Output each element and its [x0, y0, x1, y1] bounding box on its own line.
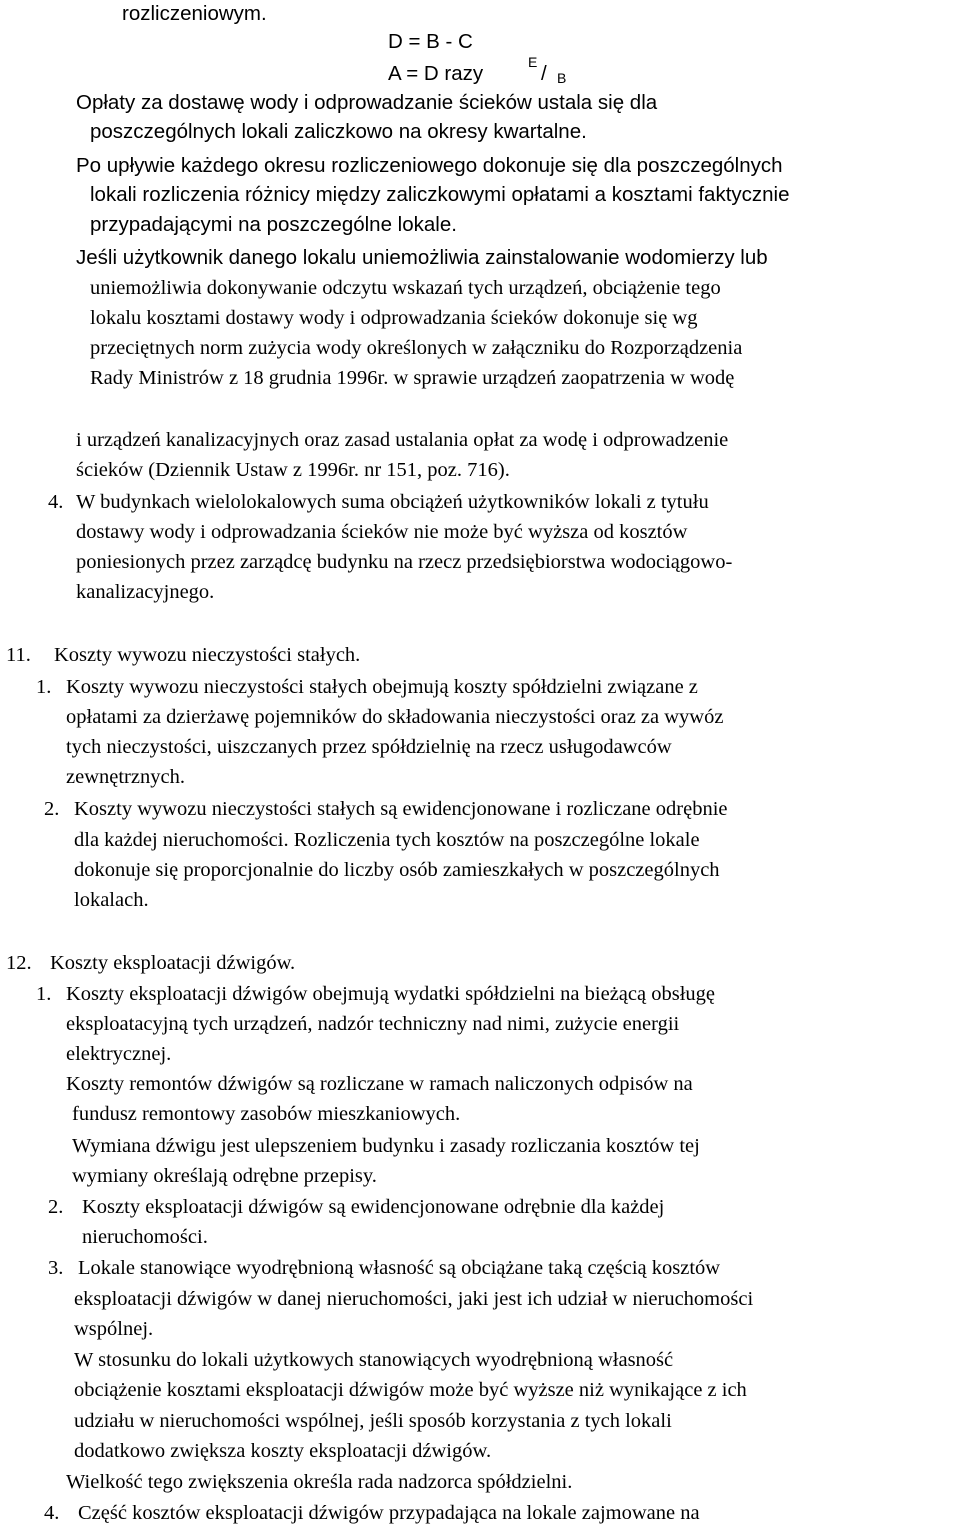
formula-superscript: E: [528, 54, 538, 70]
text-line: rozliczeniowym.: [122, 2, 267, 25]
text-line: kanalizacyjnego.: [76, 581, 215, 603]
text-line: ścieków (Dziennik Ustaw z 1996r. nr 151, poz. 716).: [76, 459, 510, 481]
text-line: Wielkość tego zwiększenia określa rada nadzorca spółdzielni.: [66, 1471, 573, 1493]
text-line: opłatami za dzierżawę pojemników do składowania nieczystości oraz za wywóz: [66, 706, 724, 728]
text-line: dodatkowo zwiększa koszty eksploatacji dźwigów.: [74, 1440, 492, 1462]
text-line: eksploatacji dźwigów w danej nieruchomości, jaki jest ich udział w nieruchomości: [74, 1288, 754, 1310]
list-number: 1.: [36, 676, 52, 698]
text-line: Koszty eksploatacji dźwigów obejmują wydatki spółdzielni na bieżącą obsługę: [66, 983, 715, 1005]
text-line: zewnętrznych.: [66, 766, 185, 788]
section-number: 11.: [6, 644, 31, 666]
text-line: Wymiana dźwigu jest ulepszeniem budynku i zasady rozliczania kosztów tej: [72, 1135, 700, 1157]
text-line: dla każdej nieruchomości. Rozliczenia tych kosztów na poszczególne lokale: [74, 829, 700, 851]
text-line: Lokale stanowiące wyodrębnioną własność są obciążane taką częścią kosztów: [78, 1257, 721, 1279]
text-line: poniesionych przez zarządcę budynku na rzecz przedsiębiorstwa wodociągowo-: [76, 551, 733, 573]
text-line: udziału w nieruchomości wspólnej, jeśli sposób korzystania z tych lokali: [74, 1410, 672, 1432]
text-line: lokali rozliczenia różnicy między zaliczkowymi opłatami a kosztami faktycznie: [90, 183, 790, 206]
text-line: Po upływie każdego okresu rozliczeniowego dokonuje się dla poszczególnych: [76, 154, 783, 177]
text-line: tych nieczystości, uiszczanych przez spółdzielnię na rzecz usługodawców: [66, 736, 672, 758]
text-line: i urządzeń kanalizacyjnych oraz zasad ustalania opłat za wodę i odprowadzenie: [76, 429, 729, 451]
text-line: Koszty remontów dźwigów są rozliczane w ramach naliczonych odpisów na: [66, 1073, 693, 1095]
section-heading: Koszty eksploatacji dźwigów.: [50, 952, 296, 974]
text-line: W stosunku do lokali użytkowych stanowiących wyodrębnioną własność: [74, 1349, 674, 1371]
section-number: 12.: [6, 952, 32, 974]
text-line: dostawy wody i odprowadzania ścieków nie może być wyższa od kosztów: [76, 521, 688, 543]
text-line: Jeśli użytkownik danego lokalu uniemożliwia zainstalowanie wodomierzy lub: [76, 246, 768, 269]
text-line: Opłaty za dostawę wody i odprowadzanie ścieków ustala się dla: [76, 91, 658, 114]
text-line: dokonuje się proporcjonalnie do liczby osób zamieszkałych w poszczególnych: [74, 859, 720, 881]
formula-a: A = D razy: [388, 62, 484, 85]
text-line: nieruchomości.: [82, 1226, 208, 1248]
text-line: przeciętnych norm zużycia wody określonych w załączniku do Rozporządzenia: [90, 337, 743, 359]
text-line: lokalu kosztami dostawy wody i odprowadzania ścieków dokonuje się wg: [90, 307, 698, 329]
text-line: Rady Ministrów z 18 grudnia 1996r. w sprawie urządzeń zaopatrzenia w wodę: [90, 367, 735, 389]
section-heading: Koszty wywozu nieczystości stałych.: [54, 644, 361, 666]
text-line: eksploatacyjną tych urządzeń, nadzór techniczny nad nimi, zużycie energii: [66, 1013, 680, 1035]
list-number: 2.: [44, 798, 60, 820]
text-line: poszczególnych lokali zaliczkowo na okresy kwartalne.: [90, 120, 587, 143]
formula-subscript: B: [557, 70, 567, 86]
text-line: Koszty wywozu nieczystości stałych obejmują koszty spółdzielni związane z: [66, 676, 698, 698]
text-line: Część kosztów eksploatacji dźwigów przypadająca na lokale zajmowane na: [78, 1502, 700, 1524]
text-line: Koszty eksploatacji dźwigów są ewidencjonowane odrębnie dla każdej: [82, 1196, 665, 1218]
list-number: 2.: [48, 1196, 64, 1218]
formula-d: D = B - C: [388, 30, 473, 53]
text-line: przypadającymi na poszczególne lokale.: [90, 213, 457, 236]
formula-slash: /: [541, 62, 547, 85]
text-line: W budynkach wielolokalowych suma obciążeń użytkowników lokali z tytułu: [76, 491, 709, 513]
list-number: 4.: [44, 1502, 60, 1524]
text-line: Koszty wywozu nieczystości stałych są ewidencjonowane i rozliczane odrębnie: [74, 798, 728, 820]
text-line: fundusz remontowy zasobów mieszkaniowych.: [72, 1103, 461, 1125]
list-number: 4.: [48, 491, 64, 513]
text-line: wspólnej.: [74, 1318, 154, 1340]
list-number: 3.: [48, 1257, 64, 1279]
text-line: obciążenie kosztami eksploatacji dźwigów może być wyższe niż wynikające z ich: [74, 1379, 747, 1401]
list-number: 1.: [36, 983, 52, 1005]
text-line: elektrycznej.: [66, 1043, 172, 1065]
text-line: wymiany określają odrębne przepisy.: [72, 1165, 377, 1187]
text-line: uniemożliwia dokonywanie odczytu wskazań tych urządzeń, obciążenie tego: [90, 277, 721, 299]
text-line: lokalach.: [74, 889, 149, 911]
